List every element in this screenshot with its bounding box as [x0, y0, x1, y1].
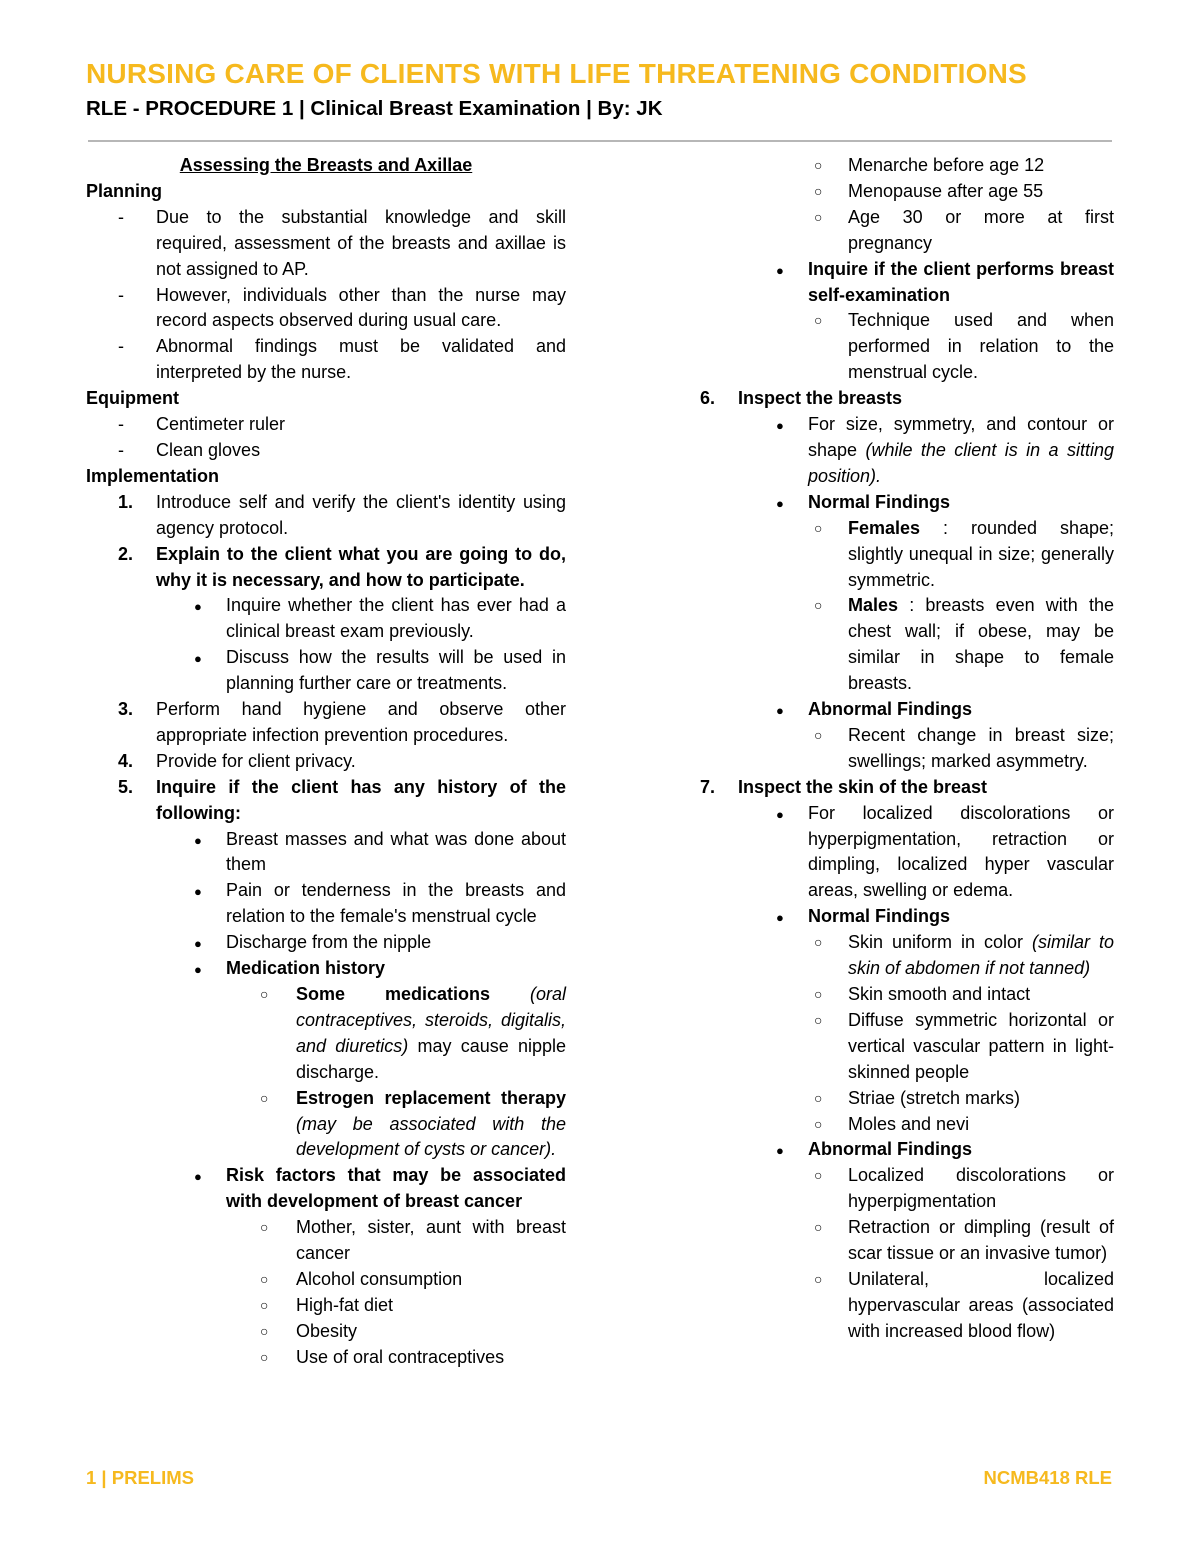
sub-bullet-item: [668, 1163, 1114, 1215]
item-text: Inquire if the client has any history of the following:: [156, 776, 566, 823]
bullet-item: [668, 904, 1114, 930]
item-lead: Males: [848, 595, 899, 616]
circle-bullet-icon: ○: [260, 1296, 269, 1313]
item-text: Provide for client privacy.: [156, 750, 356, 771]
bullet-item: [668, 257, 1114, 309]
item-text: may cause nipple discharge.: [296, 1035, 566, 1082]
circle-bullet-icon: ○: [814, 182, 823, 199]
sub-bullet-item: [668, 179, 1114, 205]
item-text: Explain to the client what you are going to do, why it is necessary, and how to participate.: [156, 543, 566, 590]
circle-bullet-icon: ○: [260, 986, 269, 1002]
numbered-step: [86, 490, 566, 542]
section-heading-text: Assessing the Breasts and Axillae: [179, 155, 473, 175]
sub-bullet-item: [668, 308, 1114, 386]
item-text: Inspect the breasts: [738, 388, 903, 409]
sub-bullet-item: [668, 982, 1114, 1008]
numbered-step: [86, 775, 566, 827]
circle-bullet-icon: ○: [814, 986, 823, 1002]
dash-item: [86, 283, 566, 335]
bullet-icon: ●: [776, 703, 784, 719]
circle-bullet-icon: ○: [814, 519, 823, 536]
bullet-item: [86, 827, 566, 879]
bullet-item: [668, 697, 1114, 723]
sub-bullet-item: [668, 153, 1114, 179]
subheading: [86, 386, 566, 412]
bullet-icon: ●: [776, 806, 784, 822]
step-number: 3.: [118, 699, 134, 720]
bullet-icon: ●: [194, 1169, 202, 1185]
right-column: [668, 153, 1114, 1345]
item-text: Pain or tenderness in the breasts and relation to the female's menstrual cycle: [226, 880, 566, 927]
item-text: Inquire whether the client has ever had a clinical breast exam previously.: [226, 595, 566, 642]
sub-bullet-item: [668, 723, 1114, 775]
item-text: Moles and nevi: [848, 1113, 970, 1134]
item-text: Menopause after age 55: [848, 180, 1044, 201]
circle-bullet-icon: ○: [814, 157, 823, 173]
header-divider: [88, 140, 1112, 142]
sub-bullet-item: [86, 982, 566, 1086]
numbered-step: [86, 697, 566, 749]
subheading-text: Implementation: [86, 465, 220, 486]
item-text: Medication history: [226, 958, 386, 979]
item-text: Discharge from the nipple: [226, 932, 432, 953]
item-text: For localized discolorations or hyperpigmentation, retraction or dimpling, localized hyper vascular areas, swelling or edema.: [808, 802, 1114, 901]
item-text: : rounded shape; slightly unequal in size; generally symmetric.: [848, 517, 1114, 590]
item-text: Due to the substantial knowledge and skill required, assessment of the breasts and axillae is not assigned to AP.: [156, 206, 566, 279]
item-text: Breast masses and what was done about them: [226, 828, 566, 875]
item-text: Centimeter ruler: [156, 414, 286, 435]
bullet-item: [86, 956, 566, 982]
dash-icon: -: [118, 439, 124, 460]
step-number: 1.: [118, 491, 134, 512]
item-text: Perform hand hygiene and observe other appropriate infection prevention procedures.: [156, 699, 566, 745]
item-text: Inspect the skin of the breast: [738, 776, 988, 797]
bullet-icon: ●: [776, 418, 784, 434]
sub-bullet-item: [86, 1086, 566, 1164]
bullet-icon: ●: [194, 599, 202, 615]
bullet-item: [668, 1137, 1114, 1163]
item-italic-note: (may be associated with the development of cysts or cancer).: [296, 1113, 566, 1160]
circle-bullet-icon: ○: [814, 934, 823, 951]
subheading: [86, 464, 566, 490]
bullet-item: [668, 801, 1114, 905]
numbered-step: [668, 775, 1114, 801]
numbered-step: [86, 542, 566, 594]
bullet-icon: ●: [776, 1143, 784, 1159]
item-text: Risk factors that may be associated with development of breast cancer: [226, 1165, 566, 1212]
item-text: Discuss how the results will be used in planning further care or treatments.: [226, 647, 566, 694]
circle-bullet-icon: ○: [260, 1270, 269, 1287]
item-italic-note: (while the client is in a sitting position).: [808, 439, 1114, 486]
item-text: Localized discolorations or hyperpigmentation: [848, 1165, 1114, 1212]
item-text: Use of oral contraceptives: [296, 1346, 505, 1367]
step-number: 6.: [700, 388, 716, 409]
sub-bullet-item: [86, 1267, 566, 1293]
dash-item: [86, 412, 566, 438]
item-text: Clean gloves: [156, 439, 261, 460]
item-text: Abnormal Findings: [808, 699, 972, 720]
bullet-icon: ●: [194, 832, 202, 848]
item-lead: Estrogen replacement therapy: [296, 1087, 566, 1108]
item-text: Abnormal findings must be validated and interpreted by the nurse.: [156, 336, 566, 383]
left-column: [86, 153, 566, 1371]
numbered-step: [86, 749, 566, 775]
item-text: Unilateral, localized hypervascular areas (associated with increased blood flow): [848, 1268, 1114, 1341]
sub-bullet-item: [86, 1293, 566, 1319]
bullet-icon: ●: [776, 910, 784, 926]
circle-bullet-icon: ○: [814, 312, 823, 329]
dash-icon: -: [118, 206, 124, 227]
item-text: Introduce self and verify the client's identity using agency protocol.: [156, 491, 566, 538]
item-text: Technique used and when performed in relation to the menstrual cycle.: [848, 310, 1114, 383]
sub-bullet-item: [668, 1267, 1114, 1345]
item-text: Diffuse symmetric horizontal or vertical vascular pattern in light-skinned people: [848, 1009, 1114, 1082]
subheading-text: Planning: [86, 180, 162, 201]
footer-page-label: 1 | PRELIMS: [86, 1467, 194, 1488]
item-text: Retraction or dimpling (result of scar tissue or an invasive tumor): [848, 1217, 1114, 1264]
bullet-item: [86, 645, 566, 697]
item-italic-note: (oral contraceptives, steroids, digitalis, and diuretics): [296, 984, 566, 1056]
subheading-text: Equipment: [86, 388, 179, 409]
bullet-icon: ●: [194, 936, 202, 952]
item-text: Mother, sister, aunt with breast cancer: [296, 1217, 566, 1264]
dash-item: [86, 205, 566, 283]
item-text: Inquire if the client performs breast self-examination: [808, 258, 1114, 305]
circle-bullet-icon: ○: [814, 208, 823, 225]
dash-icon: -: [118, 414, 124, 435]
sub-bullet-item: [668, 516, 1114, 594]
dash-icon: -: [118, 336, 124, 357]
step-number: 2.: [118, 543, 134, 564]
item-text: Recent change in breast size; swellings; marked asymmetry.: [848, 724, 1114, 771]
item-lead: Some medications: [296, 984, 491, 1004]
bullet-item: [668, 490, 1114, 516]
item-lead: Females: [848, 517, 921, 538]
circle-bullet-icon: ○: [814, 1167, 823, 1184]
sub-bullet-item: [668, 1008, 1114, 1086]
document-title: NURSING CARE OF CLIENTS WITH LIFE THREATENING CONDITIONS: [86, 58, 1027, 89]
bullet-item: [86, 1163, 566, 1215]
item-text: Normal Findings: [808, 491, 951, 512]
circle-bullet-icon: ○: [814, 1011, 823, 1028]
bullet-icon: ●: [776, 262, 784, 278]
item-text: Alcohol consumption: [296, 1268, 463, 1289]
bullet-item: [86, 878, 566, 930]
item-text: For size, symmetry, and contour or shape: [808, 414, 1114, 460]
item-text: Age 30 or more at first pregnancy: [848, 206, 1114, 253]
sub-bullet-item: [668, 1112, 1114, 1138]
bullet-item: [86, 930, 566, 956]
bullet-icon: ●: [194, 651, 202, 667]
sub-bullet-item: [668, 1086, 1114, 1112]
item-text: Striae (stretch marks): [848, 1087, 1021, 1108]
circle-bullet-icon: ○: [814, 1270, 823, 1287]
step-number: 4.: [118, 750, 134, 771]
dash-item: [86, 334, 566, 386]
document-subtitle: RLE - PROCEDURE 1 | Clinical Breast Examination | By: JK: [86, 97, 663, 120]
item-text: High-fat diet: [296, 1294, 394, 1315]
circle-bullet-icon: ○: [260, 1089, 269, 1106]
step-number: 7.: [700, 776, 716, 797]
circle-bullet-icon: ○: [814, 726, 823, 743]
item-text: Skin uniform in color: [848, 932, 1023, 953]
dash-icon: -: [118, 284, 124, 305]
item-italic-note: (similar to skin of abdomen if not tanned): [848, 932, 1114, 979]
circle-bullet-icon: ○: [260, 1348, 269, 1365]
item-text: Obesity: [296, 1320, 358, 1341]
item-text: : breasts even with the chest wall; if obese, may be similar in shape to female breasts.: [848, 595, 1114, 694]
circle-bullet-icon: ○: [260, 1322, 269, 1339]
bullet-icon: ●: [776, 495, 784, 511]
item-text: However, individuals other than the nurse may record aspects observed during usual care.: [156, 284, 566, 331]
item-text: Menarche before age 12: [848, 155, 1045, 175]
circle-bullet-icon: ○: [814, 597, 823, 614]
item-text: Normal Findings: [808, 906, 951, 927]
sub-bullet-item: [86, 1319, 566, 1345]
bullet-item: [668, 412, 1114, 490]
bullet-item: [86, 593, 566, 645]
item-text: Abnormal Findings: [808, 1139, 972, 1160]
sub-bullet-item: [86, 1215, 566, 1267]
numbered-step: [668, 386, 1114, 412]
dash-item: [86, 438, 566, 464]
section-heading: [86, 153, 566, 179]
step-number: 5.: [118, 776, 134, 797]
sub-bullet-item: [668, 1215, 1114, 1267]
subheading: [86, 179, 566, 205]
circle-bullet-icon: ○: [260, 1219, 269, 1236]
sub-bullet-item: [668, 593, 1114, 697]
sub-bullet-item: [86, 1345, 566, 1371]
footer-course-code: NCMB418 RLE: [983, 1467, 1112, 1488]
circle-bullet-icon: ○: [814, 1219, 823, 1236]
circle-bullet-icon: ○: [814, 1115, 823, 1132]
item-text: Skin smooth and intact: [848, 984, 1031, 1004]
sub-bullet-item: [668, 930, 1114, 982]
bullet-icon: ●: [194, 884, 202, 900]
sub-bullet-item: [668, 205, 1114, 257]
bullet-icon: ●: [194, 962, 202, 978]
circle-bullet-icon: ○: [814, 1089, 823, 1106]
